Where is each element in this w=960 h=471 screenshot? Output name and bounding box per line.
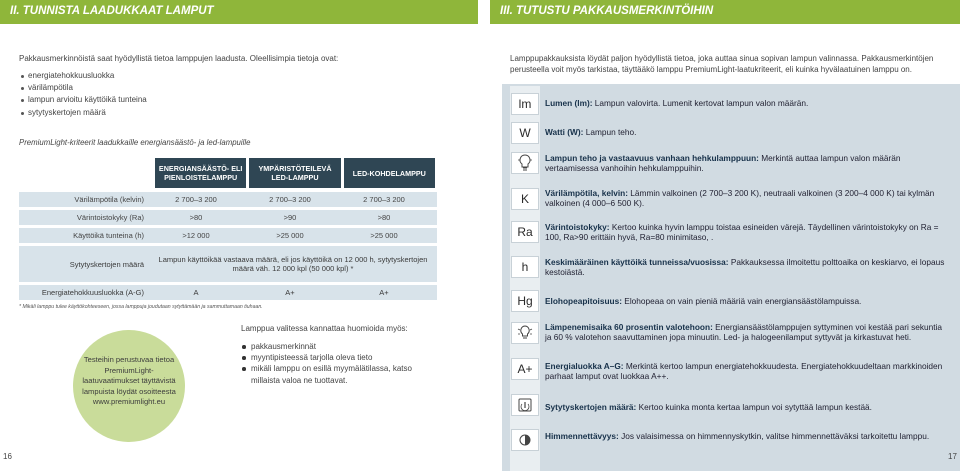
table-cell: >80 [377, 213, 391, 222]
switching-description: Sytytyskertojen määrä: Kertoo kuinka monta kertaa lampun voi sytyttää lampun kestää. [545, 402, 872, 412]
table-cell: >25 000 [276, 231, 304, 240]
bulb-warmup-icon [516, 325, 534, 341]
table-row [19, 285, 437, 300]
row-label: Energiatehokkuusluokka (A-G) [41, 288, 144, 297]
tip-item: myyntipisteessä tarjolla oleva tieto [242, 352, 442, 363]
mercury-symbol: Hg [511, 290, 539, 312]
table-cell: 2 700–3 200 [175, 195, 217, 204]
row-label: Värilämpötila (kelvin) [74, 195, 144, 204]
ra-description: Värintoistokyky: Kertoo kuinka hyvin lamppu toistaa esineiden värejä. Täydellinen värintoistokyky on Ra = 100, Ra>90 erittäin hyvä, Ra=80 minimitaso, . [545, 222, 939, 243]
tips-title: Lamppua valitessa kannattaa huomioida myös: [241, 324, 408, 333]
table-row [19, 210, 437, 225]
tips-list [242, 341, 442, 386]
footnote: * Mikäli lamppu tulee käyttökohteeseen, jossa lamppuja joudutaan sytyttämään ja sammuttamaan tiuhaan. [19, 304, 263, 310]
tip-item: pakkausmerkinnät [242, 341, 442, 352]
section-header-left: II. TUNNISTA LAADUKKAAT LAMPUT [0, 0, 478, 24]
bullet-item: värilämpötila [21, 82, 147, 94]
tip-text: mikäli lamppu on esillä myymälätilassa, katso millaista valoa ne tuottavat. [251, 364, 412, 385]
warmup-description: Lämpenemisaika 60 prosentin valotehoon: Energiansäästölamppujen syttyminen voi kestää pari sekuntia ja 60 % valotehon saavuttaminen jopa minuutin. Led- ja halogeenilamput syttyvät ja kirkastuvat heti. [545, 322, 943, 343]
kelvin-description: Värilämpötila, kelvin: Lämmin valkoinen (2 700–3 200 K), neutraali valkoinen (3 200–4 000 K) tai kylmän valkoinen (4 000–6 500 K). [545, 188, 935, 209]
energy-class-description: Energialuokka A–G: Merkintä kertoo lampun energiatehokkuudesta. Energiatehokkuudeltaan markkinoiden parhaat lamput ovat luokkaa A++. [545, 361, 943, 382]
left-intro: Pakkausmerkinnöistä saat hyödyllistä tietoa lamppujen laadusta. Oleellisimpia tietoja ovat: [19, 54, 339, 63]
column-header-led-spot: LED-KOHDELAMPPU [344, 158, 435, 188]
column-header-led-ambient: YMPÄRISTÖTEILEVÄ LED-LAMPPU [249, 158, 340, 188]
right-intro: Lamppupakkauksista löydät paljon hyödyllistä tietoa, joka auttaa sinua sopivan lampun valinnassa. Pakkausmerkintöjen perusteella voit myös tarkistaa, täyttääkö lamppu PremiumLight-laatukriteerit, eli kuinka hyvälaatuinen lamppu on. [510, 54, 934, 75]
watt-description: Watti (W): Lampun teho. [545, 127, 637, 137]
table-cell: >90 [283, 213, 297, 222]
equivalence-description: Lampun teho ja vastaavuus vanhaan hehkulamppuun: Merkintä auttaa lampun valon määrän vertaamisessa vanhoihin hehkulamppuihin. [545, 153, 901, 174]
section-header-right: III. TUTUSTU PAKKAUSMERKINTÖIHIN [490, 0, 960, 24]
ra-symbol: Ra [511, 221, 539, 243]
table-cell: A+ [285, 288, 295, 297]
dimmer-icon [516, 432, 534, 448]
page-number-right: 17 [948, 452, 957, 461]
criteria-title: PremiumLight-kriteerit laadukkaille energiansäästö- ja led-lampuille [19, 138, 251, 147]
bulb-equivalence-icon [511, 152, 539, 174]
lumen-symbol: lm [511, 93, 539, 115]
criteria-table-header [155, 158, 435, 188]
table-row [19, 192, 437, 207]
bulb-icon [517, 154, 533, 172]
bullet-item: sytytyskertojen määrä [21, 107, 147, 119]
table-cell: >12 000 [182, 231, 210, 240]
table-cell: Lampun käyttöikää vastaava määrä, eli jos käyttöikä on 12 000 h, sytytyskertojen määrä väh. 12 000 kpl (50 000 kpl) * [158, 254, 428, 273]
info-bullet-list [21, 70, 147, 119]
table-cell: >25 000 [370, 231, 398, 240]
lumen-description: Lumen (lm): Lampun valovirta. Lumenit kertovat lampun valon määrän. [545, 98, 809, 108]
table-cell: A+ [379, 288, 389, 297]
bullet-item: lampun arvioitu käyttöikä tunteina [21, 94, 147, 106]
table-cell: A [193, 288, 199, 297]
table-cell: 2 700–3 200 [269, 195, 311, 204]
watt-symbol: W [511, 122, 539, 144]
hours-symbol: h [511, 256, 539, 278]
circle-text: Testeihin perustuvaa tietoa PremiumLight-laatuvaatimukset täyttävistä lampuista löydät osoitteesta www.premiumlight.eu [82, 355, 176, 407]
switching-cycles-icon [511, 394, 539, 416]
kelvin-symbol: K [511, 188, 539, 210]
table-row [19, 228, 437, 243]
warmup-icon [511, 322, 539, 344]
table-cell: >80 [189, 213, 203, 222]
switch-icon [516, 397, 534, 413]
bullet-item: energiatehokkuusluokka [21, 70, 147, 82]
energy-class-symbol: A+ [511, 358, 539, 380]
column-header-cfl: ENERGIANSÄÄSTÖ- ELI PIENLOISTELAMPPU [155, 158, 246, 188]
page-number-left: 16 [3, 452, 12, 461]
row-label: Värintoistokyky (Ra) [76, 213, 144, 222]
mercury-description: Elohopeapitoisuus: Elohopeaa on vain pieniä määriä vain energiansäästölampuissa. [545, 296, 862, 306]
symbols-panel [502, 84, 960, 471]
lifetime-description: Keskimääräinen käyttöikä tunneissa/vuosissa: Pakkauksessa ilmoitettu polttoaika on keskiarvo, ei lopaus kestoiästä. [545, 257, 945, 278]
row-label: Sytytyskertojen määrä [69, 259, 144, 269]
row-label: Käyttöikä tunteina (h) [73, 231, 144, 240]
dimmable-description: Himmennettävyys: Jos valaisimessa on himmennyskytkin, valitse himmennettäväksi tarkoitettu lamppu. [545, 431, 930, 441]
table-row [19, 246, 437, 282]
tip-item [242, 363, 442, 385]
dimmable-icon [511, 429, 539, 451]
table-cell: 2 700–3 200 [363, 195, 405, 204]
